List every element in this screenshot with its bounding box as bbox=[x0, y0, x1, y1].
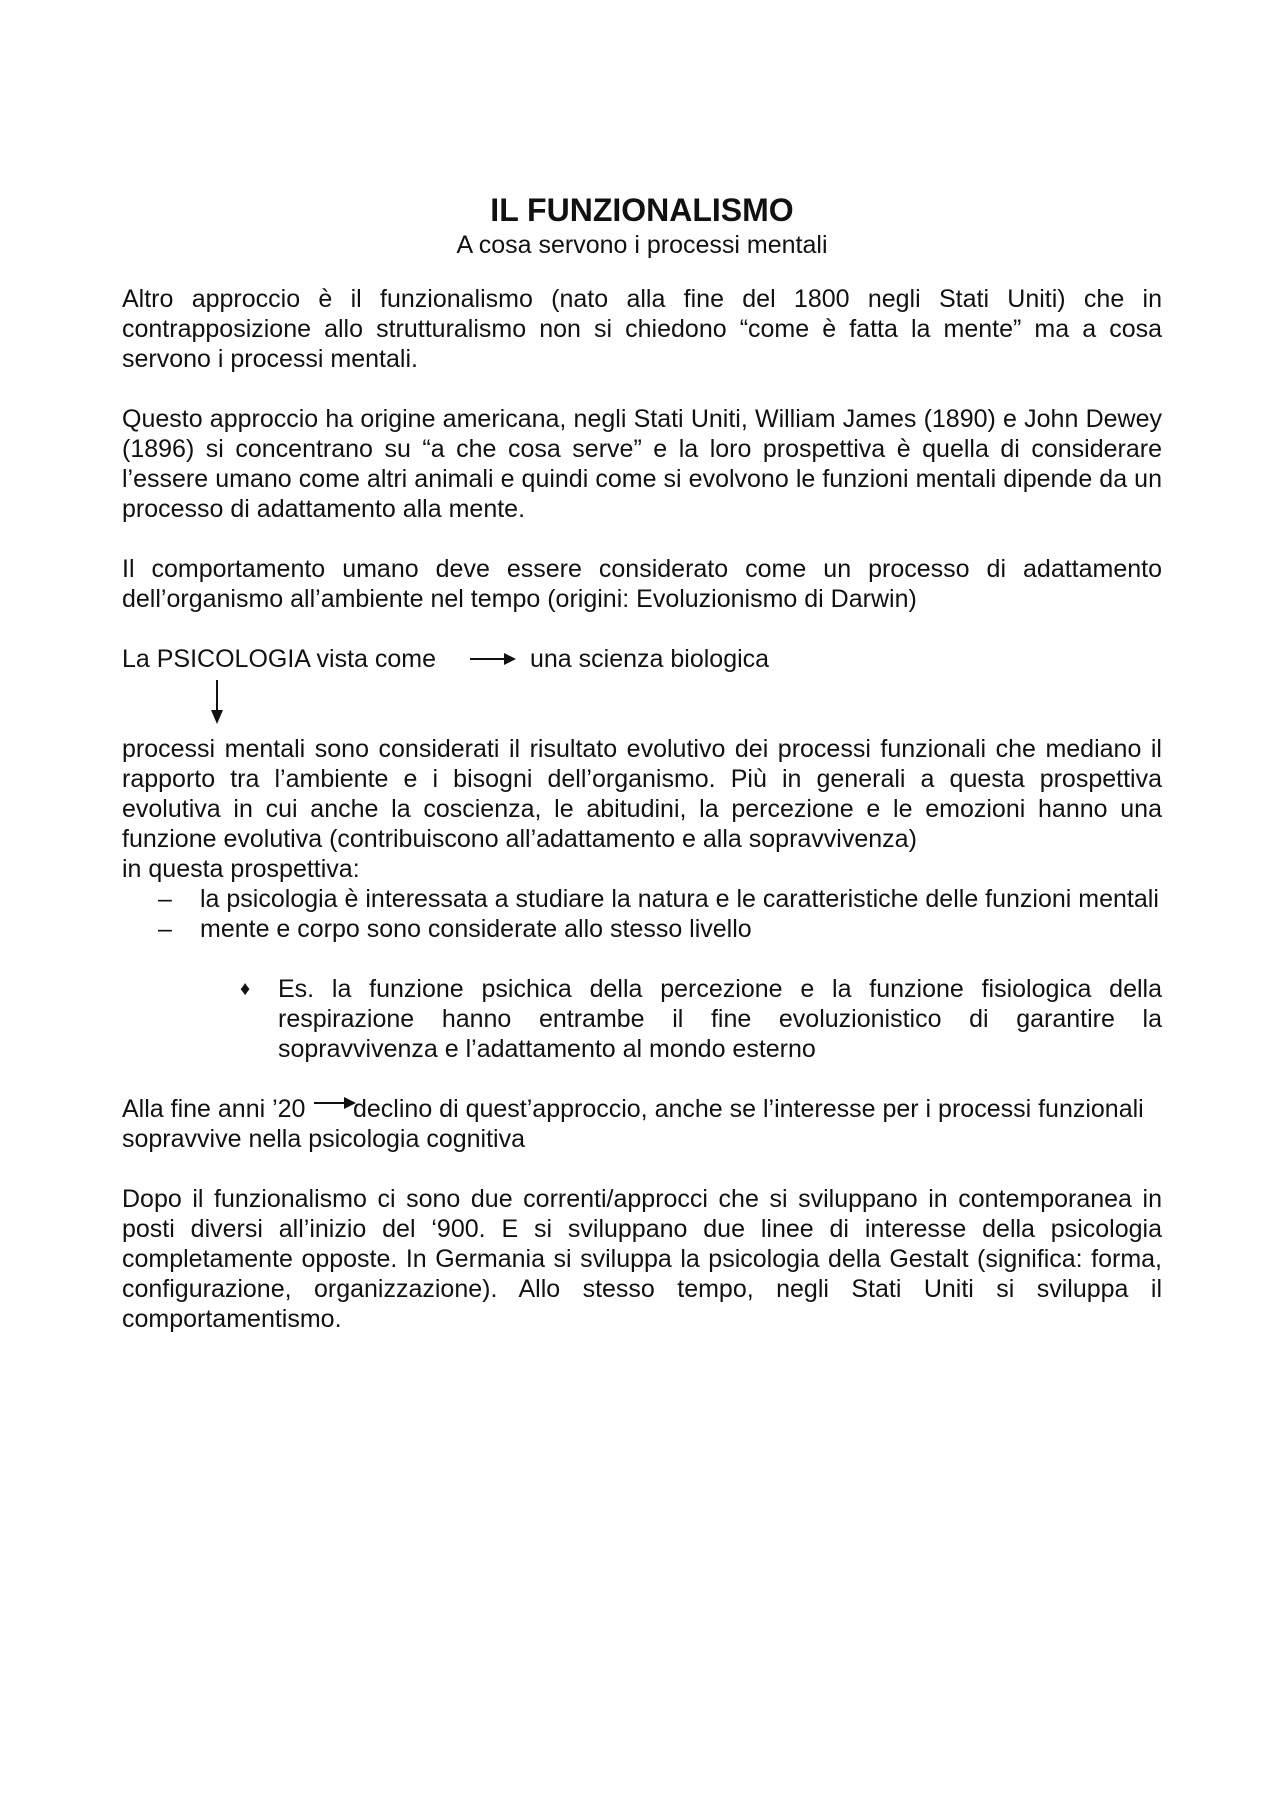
list-item bbox=[122, 884, 1162, 914]
dash-bullet-icon: – bbox=[158, 915, 172, 943]
paragraph-origin: Questo approccio ha origine americana, negli Stati Uniti, William James (1890) e John Dewey (1896) si concentrano su “a che cosa serve” e la loro prospettiva è quella di considerare l’essere umano come altri animali e quindi come si evolvono le funzioni mentali dipende da un processo di adattamento alla mente. bbox=[122, 405, 1162, 523]
dash-bullet-icon: – bbox=[158, 885, 172, 913]
page-subtitle: A cosa servono i processi mentali bbox=[456, 231, 828, 259]
flow-diagram bbox=[122, 644, 1162, 674]
flow-left-text: La PSICOLOGIA vista come bbox=[122, 645, 437, 673]
paragraph-intro: Altro approccio è il funzionalismo (nato alla fine del 1800 negli Stati Uniti) che in contrapposizione allo strutturalismo non si chiedono “come è fatta la mente” ma a cosa servono i processi mentali. bbox=[122, 285, 1162, 373]
diamond-bullet-icon: ♦ bbox=[240, 978, 251, 1000]
example-text: Es. la funzione psichica della percezione e la funzione fisiologica della respirazione hanno entrambe il fine evoluzionistico di garantire la sopravvivenza e l’adattamento al mondo esterno bbox=[278, 975, 1162, 1063]
decline-before-text: Alla fine anni ’20 bbox=[122, 1095, 306, 1123]
list-item bbox=[122, 914, 1162, 944]
decline-continuation: sopravvive nella psicologia cognitiva bbox=[122, 1125, 526, 1153]
list-item-text: la psicologia è interessata a studiare la natura e le caratteristiche delle funzioni mentali bbox=[200, 885, 1159, 913]
paragraph-mental-processes: processi mentali sono considerati il risultato evolutivo dei processi funzionali che mediano il rapporto tra l’ambiente e i bisogni dell’organismo. Più in generali a questa prospettiva evolutiva in cui anche la coscienza, le abitudini, la percezione e le emozioni hanno una funzione evolutiva (contribuiscono all’adattamento e alla sopravvivenza) bbox=[122, 735, 1162, 853]
paragraph-closing: Dopo il funzionalismo ci sono due correnti/approcci che si sviluppano in contemporanea in posti diversi all’inizio del ‘900. E si sviluppano due linee di interesse della psicologia completamente opposte. In Germania si sviluppa la psicologia della Gestalt (significa: forma, configurazione, organizzazione). Allo stesso tempo, negli Stati Uniti si sviluppa il comportamentismo. bbox=[122, 1185, 1162, 1333]
decline-paragraph bbox=[122, 1094, 1162, 1154]
dash-list bbox=[122, 884, 1162, 944]
example-item bbox=[122, 974, 1162, 1064]
paragraph-behaviour: Il comportamento umano deve essere considerato come un processo di adattamento dell’organismo all’ambiente nel tempo (origini: Evoluzionismo di Darwin) bbox=[122, 555, 1162, 613]
page-title: IL FUNZIONALISMO bbox=[490, 192, 794, 228]
arrow-right-icon bbox=[314, 1096, 356, 1110]
flow-right-text: una scienza biologica bbox=[530, 645, 770, 673]
list-intro: in questa prospettiva: bbox=[122, 855, 360, 883]
decline-after-text: declino di quest’approccio, anche se l’interesse per i processi funzionali bbox=[353, 1095, 1144, 1123]
document-body bbox=[122, 190, 1162, 1364]
list-item-text: mente e corpo sono considerate allo stesso livello bbox=[200, 915, 752, 943]
arrow-down-icon bbox=[210, 680, 224, 724]
arrow-right-icon bbox=[470, 652, 516, 666]
